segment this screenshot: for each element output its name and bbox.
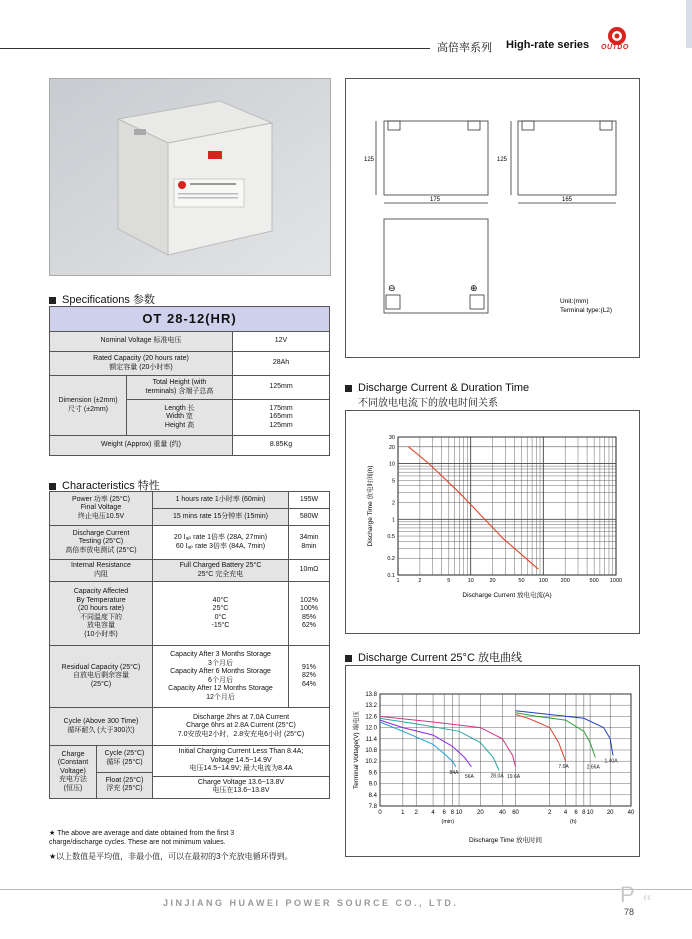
power-label: Power 功率 (25°C) Final Voltage 终止电压10.5V bbox=[50, 492, 153, 526]
residual-conditions: Capacity After 3 Months Storage 3个月后 Capacity After 6 Months Storage 6个月后 Capacity After 12 Months Storage 12个月后 bbox=[153, 646, 289, 708]
x-tick-label: 2 bbox=[548, 810, 552, 816]
y-tick-label: 10 bbox=[388, 461, 395, 468]
x-tick-label: 5 bbox=[447, 578, 451, 584]
curve-section-title: Discharge Current 25°C 放电曲线 bbox=[345, 649, 522, 665]
brand-logo-text: OUTDO bbox=[601, 44, 629, 51]
x-tick-label: 2 bbox=[418, 578, 422, 584]
curve-label: 19.6A bbox=[507, 773, 521, 780]
nominal-voltage-label: Nominal Voltage 标准电压 bbox=[50, 332, 233, 352]
lwh-labels: Length 长 Width 宽 Height 高 bbox=[127, 400, 233, 436]
curve-label: 84A bbox=[449, 769, 459, 776]
x-tick-label: 10 bbox=[455, 810, 463, 816]
x-tick-label: 40 bbox=[499, 810, 506, 816]
x-tick-label: 1 bbox=[401, 810, 405, 816]
internal-resistance-condition: Full Charged Battery 25°C 25°C 完全充电 bbox=[153, 560, 289, 582]
header-rule bbox=[0, 48, 430, 49]
x-tick-label: 50 bbox=[518, 578, 525, 584]
y-tick-label: 0.2 bbox=[387, 556, 395, 563]
duration-chart-frame bbox=[345, 410, 640, 634]
specs-table bbox=[49, 306, 330, 456]
y-axis-label: Discharge Time 放电时间(h) bbox=[367, 465, 374, 547]
curve-label: 2.66A bbox=[586, 764, 600, 771]
x-tick-label: 6 bbox=[574, 810, 578, 816]
y-axis-label: Terminal Voltage(V) 端电压 bbox=[353, 710, 360, 790]
charge-cycle-label: Cycle (25°C) 循环 (25°C) bbox=[97, 746, 153, 772]
y-tick-label: 5 bbox=[391, 478, 395, 485]
discharge-label: Discharge Current Testing (25°C) 高倍率放电测试 (25°C) bbox=[50, 526, 153, 560]
characteristics-table bbox=[49, 491, 330, 799]
y-tick-label: 20 bbox=[388, 444, 395, 451]
note-en: ★ The above are average and date obtained from the first 3 charge/discharge cycles. These are not minimum values. bbox=[49, 830, 235, 846]
x-tick-label: 20 bbox=[606, 810, 614, 816]
height-dim-left: 125 bbox=[364, 157, 375, 163]
x-tick-label: 1 bbox=[396, 578, 400, 584]
length-dim: 175 bbox=[430, 197, 441, 203]
capacity-temps: 40°C 25°C 0°C -15°C bbox=[153, 582, 289, 646]
duration-data-point bbox=[408, 446, 409, 447]
company-name: JINJIANG HUAWEI POWER SOURCE CO., LTD. bbox=[163, 898, 459, 908]
footer-rule bbox=[0, 889, 692, 890]
negative-terminal-icon: ⊖ bbox=[388, 283, 396, 293]
duration-data-point bbox=[459, 492, 460, 493]
series-en: High-rate series bbox=[506, 39, 590, 51]
y-tick-label: 13.2 bbox=[365, 703, 377, 710]
charge-float-conditions: Charge Voltage 13.6~13.8V 电压在13.6~13.8V bbox=[153, 776, 330, 798]
bullet-square-icon bbox=[49, 297, 56, 304]
y-tick-label: 11.4 bbox=[365, 736, 377, 743]
capacity-values: 102% 100% 85% 62% bbox=[289, 582, 330, 646]
charge-cycle-conditions: Initial Charging Current Less Than 8.4A; Voltage 14.5~14.9V 电压14.5~14.9V; 最大电流为8.4A bbox=[153, 746, 330, 777]
x-tick-label: 2 bbox=[414, 810, 418, 816]
charge-float-label: Float (25°C) 浮充 (25°C) bbox=[105, 776, 144, 793]
x-unit-h: (h) bbox=[569, 819, 577, 825]
x-tick-label: 8 bbox=[582, 810, 586, 816]
x-tick-label: 0 bbox=[378, 810, 382, 816]
discharge-values: 34min 8min bbox=[289, 526, 330, 560]
x-tick-label: 100 bbox=[538, 578, 548, 584]
y-tick-label: 8.4 bbox=[368, 792, 377, 799]
internal-resistance-value: 10mΩ bbox=[289, 560, 330, 582]
curve-label: 7.0A bbox=[558, 764, 569, 771]
bullet-square-icon bbox=[49, 483, 56, 490]
model-title: OT 28-12(HR) bbox=[50, 307, 330, 332]
total-height-label: Total Height (with terminals) 含端子总高 bbox=[127, 376, 233, 400]
rated-capacity-value: 28Ah bbox=[233, 352, 330, 376]
discharge-rates: 20 Iₐₚ rate 1倍率 (28A, 27min) 60 Iₐₚ rate 3倍率 (84A, 7min) bbox=[153, 526, 289, 560]
y-tick-label: 7.8 bbox=[368, 804, 377, 810]
bullet-square-icon bbox=[345, 655, 352, 662]
residual-values: 91% 82% 64% bbox=[289, 646, 330, 708]
plot-area bbox=[398, 437, 616, 575]
x-axis-label: Discharge Time 放电时间 bbox=[469, 837, 542, 844]
x-tick-label: 10 bbox=[467, 578, 474, 584]
characteristics-section-title: Characteristics 特性 bbox=[49, 477, 160, 493]
x-tick-label: 20 bbox=[477, 810, 484, 816]
internal-resistance-label: Internal Resistance 内阻 bbox=[50, 560, 153, 582]
note-cn: ★以上数值是平均值，非最小值，可以在最初的3个充放电循环得到。 bbox=[49, 852, 293, 861]
y-tick-label: 2 bbox=[391, 500, 395, 507]
rated-capacity-label: Rated Capacity (20 hours rate) 额定容量 (20小时率) bbox=[50, 352, 233, 376]
y-tick-label: 10.2 bbox=[365, 759, 377, 766]
x-tick-label: 10 bbox=[586, 810, 594, 816]
y-tick-label: 13.8 bbox=[365, 692, 377, 698]
x-axis-label: Discharge Current 放电电流(A) bbox=[462, 592, 552, 599]
weight-value: 8.85Kg bbox=[233, 436, 330, 456]
y-tick-label: 9.0 bbox=[368, 781, 377, 788]
residual-capacity-label: Residual Capacity (25°C) 自放电后剩余容量 (25°C) bbox=[50, 646, 153, 708]
x-tick-label: 20 bbox=[489, 578, 496, 584]
charge-method-label: Charge (Constant Voltage) 充电方法 (恒压) bbox=[50, 746, 97, 798]
duration-data-point bbox=[503, 538, 504, 539]
curve-label: 1.40A bbox=[604, 758, 618, 765]
x-tick-label: 8 bbox=[450, 810, 455, 816]
duration-section-title-cn: 不同放电电流下的放电时间关系 bbox=[358, 398, 498, 409]
power-value-2: 580W bbox=[289, 509, 330, 526]
y-tick-label: 0.1 bbox=[387, 573, 395, 579]
height-dim-right: 125 bbox=[497, 157, 508, 163]
x-tick-label: 40 bbox=[627, 810, 635, 816]
cycle-label: Cycle (Above 300 Time) 循环耐久 (大于300次) bbox=[50, 708, 153, 746]
x-tick-label: 500 bbox=[589, 578, 599, 584]
x-tick-label: 4 bbox=[563, 810, 568, 816]
x-tick-label: 60 bbox=[512, 810, 519, 816]
curve-label: 56A bbox=[464, 773, 474, 780]
nominal-voltage-value: 12V bbox=[233, 332, 330, 352]
duration-section-title: Discharge Current & Duration Time bbox=[345, 382, 529, 394]
weight-label: Weight (Approx) 重量 (约) bbox=[50, 436, 233, 456]
dimension-label: Dimension (±2mm) 尺寸 (±2mm) bbox=[50, 376, 127, 436]
x-tick-label: 200 bbox=[560, 578, 570, 584]
dimension-drawing bbox=[346, 79, 639, 357]
charge-method-cell bbox=[50, 746, 153, 799]
power-rate-2: 15 mins rate 15分钟率 (15min) bbox=[153, 509, 289, 526]
curve-label: 28.0A bbox=[490, 773, 504, 780]
capacity-temp-label: Capacity Affected By Temperature (20 hours rate) 不同温度下的 放电容量 (10小时率) bbox=[50, 582, 153, 646]
cycle-conditions: Discharge 2hrs at 7.0A Current Charge 6hrs at 2.8A Current (25°C) 7.0安放电2小时，2.8安充电6小时 (25°C) bbox=[153, 708, 330, 746]
battery-photo bbox=[49, 78, 331, 276]
y-tick-label: 12.6 bbox=[365, 714, 377, 721]
series-cn: 高倍率系列 bbox=[437, 42, 492, 54]
discharge-curve-chart bbox=[346, 666, 639, 856]
duration-chart bbox=[346, 411, 639, 633]
positive-terminal-icon: ⊕ bbox=[470, 283, 478, 293]
lwh-values: 175mm 165mm 125mm bbox=[233, 400, 330, 436]
x-tick-label: 6 bbox=[442, 810, 446, 816]
unit-label: Unit:(mm) bbox=[560, 298, 589, 305]
curve-chart-frame bbox=[345, 665, 640, 857]
y-tick-label: 30 bbox=[388, 435, 395, 441]
y-tick-label: 10.8 bbox=[365, 748, 377, 754]
chevron-left-icon: ‹‹ bbox=[643, 890, 651, 904]
y-tick-label: 12.0 bbox=[365, 725, 377, 732]
y-tick-label: 0.5 bbox=[387, 534, 395, 541]
x-tick-label: 1000 bbox=[609, 578, 623, 584]
total-height-value: 125mm bbox=[233, 376, 330, 400]
page-edge-tab bbox=[686, 0, 692, 48]
x-tick-label: 4 bbox=[431, 810, 435, 816]
x-unit-min: (min) bbox=[441, 819, 455, 825]
y-tick-label: 1 bbox=[391, 517, 395, 524]
dimension-drawing-frame bbox=[345, 78, 640, 358]
duration-data-point bbox=[537, 568, 538, 569]
page-number: 78 bbox=[624, 907, 635, 917]
y-tick-label: 9.6 bbox=[368, 770, 377, 777]
power-rate-1: 1 hours rate 1小时率 (60min) bbox=[153, 492, 289, 509]
terminal-type-label: Terminal type:(L2) bbox=[560, 307, 613, 314]
width-dim: 165 bbox=[562, 197, 573, 203]
duration-data-point bbox=[428, 463, 429, 464]
page-letter: P bbox=[620, 882, 635, 907]
power-value-1: 195W bbox=[289, 492, 330, 509]
bullet-square-icon bbox=[345, 385, 352, 392]
specs-section-title: Specifications 参数 bbox=[49, 291, 155, 307]
